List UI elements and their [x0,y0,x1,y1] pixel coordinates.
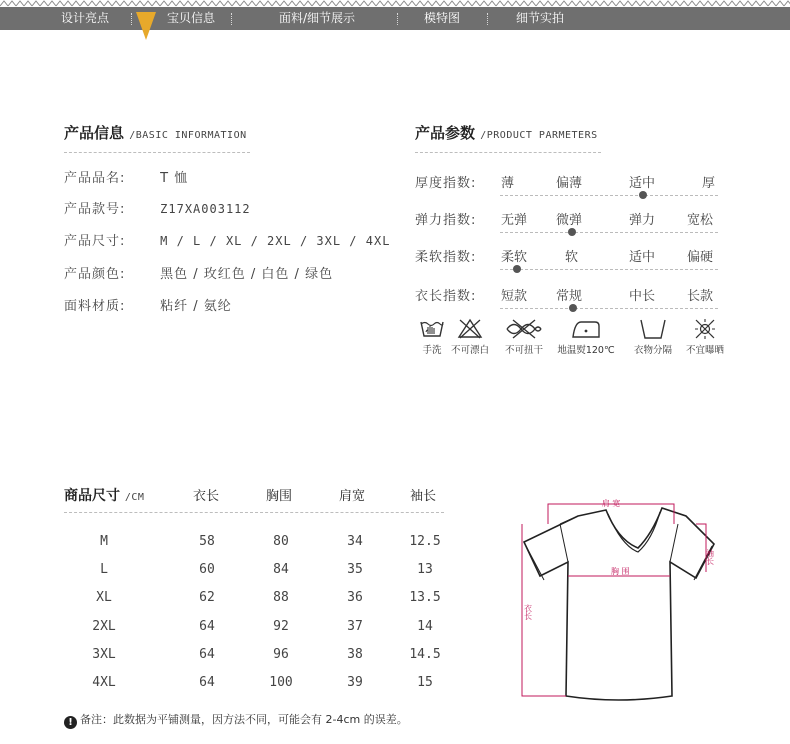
table-cell: 35 [347,562,363,578]
shoulder-width-label: 肩 宽 [601,499,621,508]
product-params-heading: 产品参数 [415,124,476,142]
column-header: 衣长 [193,489,220,504]
nav-separator [231,13,232,25]
param-option: 软 [565,250,579,265]
size-cell: M [100,534,108,549]
product-params-subtitle: /PRODUCT PARMETERS [480,130,598,141]
table-cell: 13.5 [409,590,441,606]
info-value: 黑色 / 玫红色 / 白色 / 绿色 [160,267,334,282]
note [64,711,408,729]
size-table-title [64,485,144,505]
info-label: 产品尺寸: [64,234,126,249]
param-label: 柔软指数: [415,250,477,265]
nav-item-info[interactable]: 宝贝信息 [166,11,215,25]
param-option: 适中 [629,176,656,191]
info-label: 面料材质: [64,299,126,314]
table-cell: 36 [347,590,363,606]
product-info-title [64,122,247,143]
size-cell: XL [96,590,112,606]
info-value: 粘纤 / 氨纶 [160,299,232,314]
param-label: 厚度指数: [415,176,477,191]
product-params-title [415,122,598,143]
no-sun-icon [692,318,718,340]
info-label: 产品款号: [64,202,126,217]
param-option: 柔软 [501,250,528,265]
info-row-material [64,295,232,314]
param-scale-line [500,308,718,309]
param-option: 微弹 [556,213,583,228]
info-row-size [64,230,390,249]
table-cell: 12.5 [409,534,441,549]
table-cell: 14 [417,618,433,634]
exclamation-icon: ! [64,716,77,729]
body-length-label: 衣长 [523,604,533,620]
param-label: 弹力指数: [415,213,477,228]
size-cell: L [100,562,108,578]
note-text: 备注：此数据为平铺测量，因方法不同，可能会有 2-4cm 的误差。 [80,713,408,726]
param-indicator-dot [639,191,647,199]
no-bleach-icon [457,318,483,340]
care-no-sun [670,318,740,356]
table-cell: 13 [417,562,433,578]
param-option: 常规 [556,289,583,304]
param-row-length [415,285,725,315]
size-cell: 2XL [92,618,116,634]
product-info-heading: 产品信息 [64,124,125,142]
info-row-name [64,167,188,186]
info-label: 产品颜色: [64,267,126,282]
divider [64,512,444,513]
size-table-heading: 商品尺寸 [64,488,120,504]
table-cell: 64 [199,675,215,690]
param-label: 衣长指数: [415,289,477,304]
chest-label: 胸 围 [611,567,630,576]
param-row-thickness [415,172,725,202]
param-option: 偏薄 [556,176,583,191]
nav-bar [0,7,790,30]
tshirt-measure-diagram [518,494,718,706]
param-scale-line [500,195,718,196]
info-value: Z17XA003112 [160,202,251,216]
table-cell: 14.5 [409,646,441,662]
param-option: 厚 [702,176,716,191]
nav-separator [397,13,398,25]
table-cell: 64 [199,618,215,634]
low-iron-icon [569,318,603,340]
nav-item-design[interactable]: 设计亮点 [60,11,109,25]
tshirt-sleeve-seam [560,524,678,562]
separate-wash-icon [638,318,668,340]
tshirt-outline [524,508,714,700]
nav-separator [131,13,132,25]
table-cell: 64 [199,646,215,662]
column-header: 胸围 [266,489,293,504]
product-info-subtitle: /BASIC INFORMATION [129,130,247,141]
care-label: 地温熨120℃ [557,345,615,356]
nav-item-detail[interactable]: 细节实拍 [515,11,564,25]
size-table-unit: /CM [124,492,145,503]
zigzag-border [0,0,790,7]
care-label: 衣物分隔 [633,345,672,356]
column-header: 袖长 [410,489,437,504]
param-option: 适中 [629,250,656,265]
param-scale-line [500,269,718,270]
active-tab-marker [136,12,156,40]
care-low-iron [551,318,621,356]
table-cell: 96 [273,646,289,662]
param-row-softness [415,246,725,276]
nav-item-fabric[interactable]: 面料/细节展示 [278,11,356,25]
table-cell: 34 [347,534,363,549]
no-wring-icon [504,318,544,340]
table-cell: 60 [199,562,215,578]
top-nav [0,0,790,30]
table-cell: 80 [273,534,289,549]
table-cell: 15 [417,675,433,690]
table-cell: 39 [347,675,363,690]
param-indicator-dot [568,228,576,236]
info-row-sku [64,198,251,217]
table-cell: 37 [347,618,363,634]
param-option: 薄 [501,176,515,191]
info-value: M / L / XL / 2XL / 3XL / 4XL [160,234,391,248]
param-indicator-dot [569,304,577,312]
table-cell: 38 [347,646,363,662]
size-cell: 3XL [92,646,116,662]
divider [415,152,601,153]
care-label: 不宜曝晒 [685,345,724,356]
param-option: 短款 [501,289,528,304]
divider [64,152,250,153]
care-label: 手洗 [422,345,442,356]
param-scale-line [500,232,718,233]
info-value: T 恤 [160,171,189,186]
info-row-color [64,263,333,282]
param-option: 偏硬 [687,250,714,265]
nav-separator [487,13,488,25]
sleeve-length-label: 袖长 [705,549,715,565]
param-option: 中长 [629,289,656,304]
nav-item-model[interactable]: 模特图 [423,11,460,25]
param-option: 弹力 [629,213,656,228]
care-no-wring [489,318,559,356]
table-cell: 58 [199,534,215,549]
table-cell: 62 [199,590,215,606]
care-label: 不可扭干 [504,345,543,356]
table-cell: 92 [273,618,289,634]
size-cell: 4XL [92,675,116,690]
column-header: 肩宽 [339,489,366,504]
param-row-elasticity [415,209,725,239]
table-cell: 88 [273,590,289,606]
param-indicator-dot [513,265,521,273]
info-label: 产品品名: [64,171,126,186]
param-option: 无弹 [501,213,528,228]
care-label: 不可漂白 [450,345,489,356]
param-option: 宽松 [687,213,714,228]
table-cell: 100 [269,675,293,690]
param-option: 长款 [687,289,714,304]
table-cell: 84 [273,562,289,578]
